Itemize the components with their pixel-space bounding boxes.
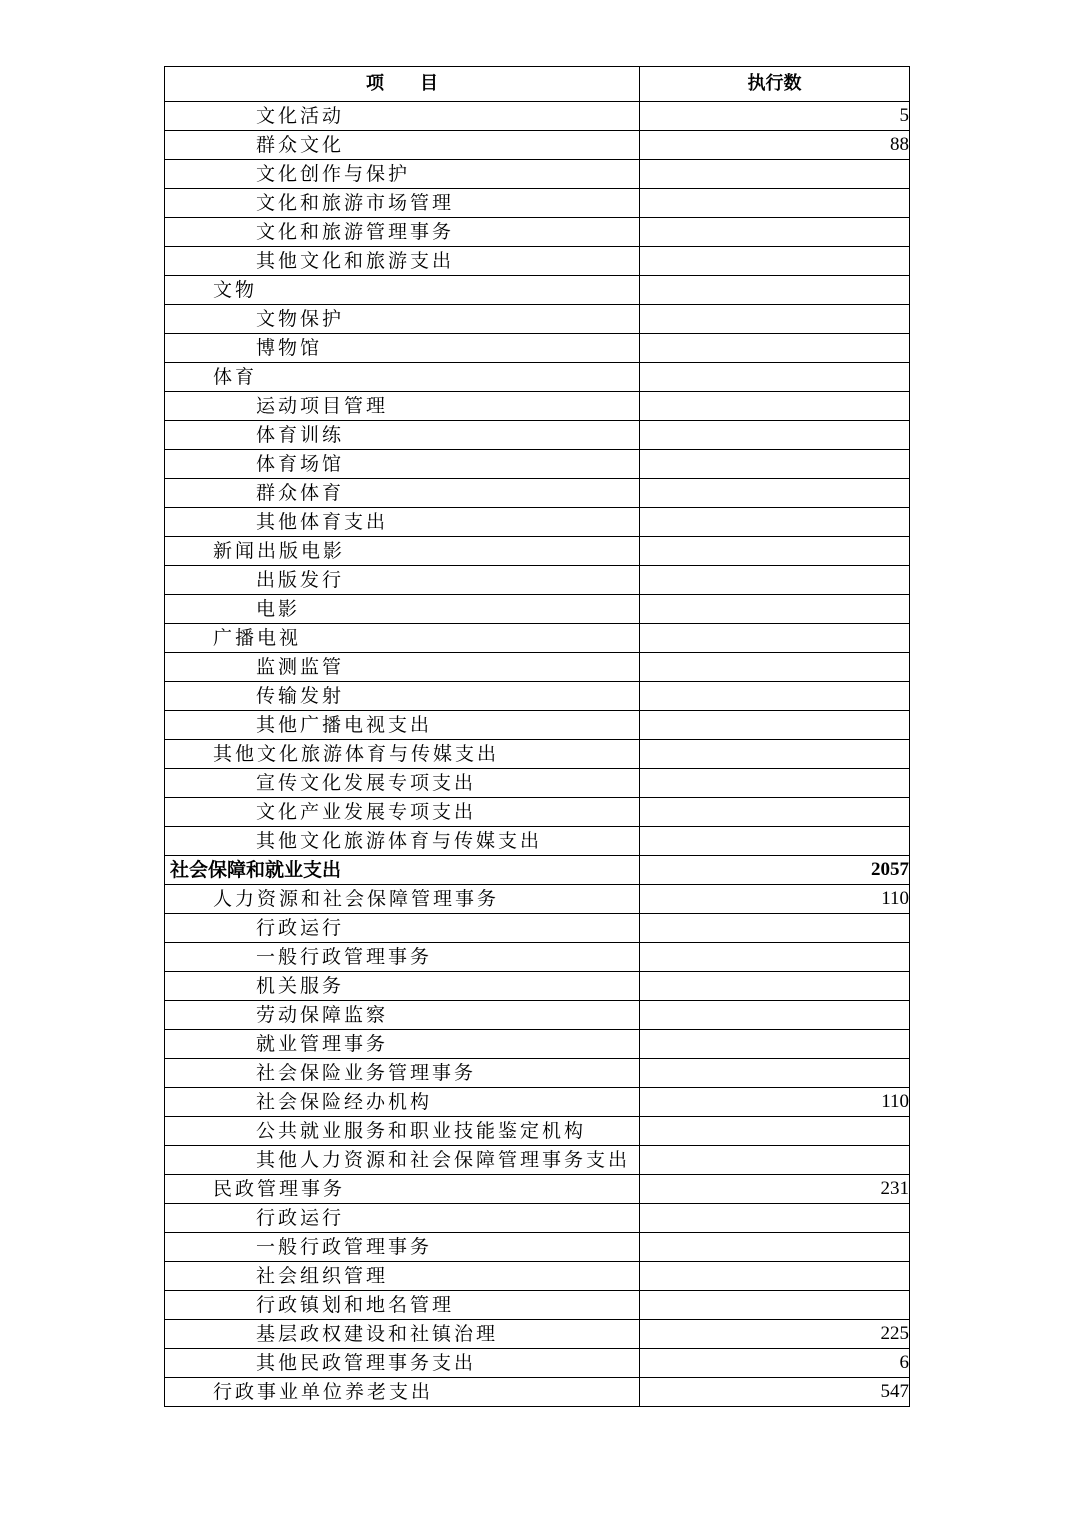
- row-amount: [640, 450, 910, 479]
- row-item-name: 一般行政管理事务: [165, 1233, 640, 1262]
- table-row: [165, 827, 910, 856]
- row-amount: [640, 972, 910, 1001]
- row-item-name: 社会保险业务管理事务: [165, 1059, 640, 1088]
- row-amount: [640, 1146, 910, 1175]
- row-amount: [640, 305, 910, 334]
- row-amount: [640, 1204, 910, 1233]
- row-item-name: 社会保险经办机构: [165, 1088, 640, 1117]
- row-amount: [640, 914, 910, 943]
- row-item-name: 行政事业单位养老支出: [165, 1378, 640, 1407]
- row-item-name: 一般行政管理事务: [165, 943, 640, 972]
- row-item-name: 人力资源和社会保障管理事务: [165, 885, 640, 914]
- row-item-name: 博物馆: [165, 334, 640, 363]
- row-item-name: 监测监管: [165, 653, 640, 682]
- row-amount: [640, 653, 910, 682]
- table-row: [165, 479, 910, 508]
- row-item-name: 基层政权建设和社镇治理: [165, 1320, 640, 1349]
- row-amount: [640, 1030, 910, 1059]
- row-item-name: 就业管理事务: [165, 1030, 640, 1059]
- row-amount: [640, 740, 910, 769]
- row-item-name: 体育训练: [165, 421, 640, 450]
- row-amount: 2057: [640, 856, 910, 885]
- row-item-name: 社会组织管理: [165, 1262, 640, 1291]
- table-row: [165, 972, 910, 1001]
- row-amount: [640, 798, 910, 827]
- row-amount: [640, 160, 910, 189]
- row-item-name: 其他民政管理事务支出: [165, 1349, 640, 1378]
- row-amount: [640, 363, 910, 392]
- budget-execution-table: [164, 66, 910, 1407]
- table-body: [165, 102, 910, 1407]
- row-amount: [640, 711, 910, 740]
- row-amount: [640, 421, 910, 450]
- table-row: [165, 1001, 910, 1030]
- row-amount: 5: [640, 102, 910, 131]
- table-row: [165, 1378, 910, 1407]
- table-row: [165, 1291, 910, 1320]
- row-item-name: 行政运行: [165, 1204, 640, 1233]
- table-header-row: [165, 67, 910, 102]
- row-amount: [640, 189, 910, 218]
- table-row: [165, 1262, 910, 1291]
- row-amount: [640, 479, 910, 508]
- row-amount: 231: [640, 1175, 910, 1204]
- table-row: [165, 218, 910, 247]
- row-item-name: 文化产业发展专项支出: [165, 798, 640, 827]
- row-item-name: 电影: [165, 595, 640, 624]
- table-row: [165, 624, 910, 653]
- table-row: [165, 885, 910, 914]
- table-row: [165, 914, 910, 943]
- table-row: [165, 711, 910, 740]
- table-row: [165, 131, 910, 160]
- row-amount: 110: [640, 1088, 910, 1117]
- table-row: [165, 653, 910, 682]
- row-amount: [640, 334, 910, 363]
- row-item-name: 文物: [165, 276, 640, 305]
- table-row: [165, 276, 910, 305]
- row-item-name: 文物保护: [165, 305, 640, 334]
- row-amount: [640, 566, 910, 595]
- row-item-name: 其他文化和旅游支出: [165, 247, 640, 276]
- row-item-name: 体育: [165, 363, 640, 392]
- row-amount: [640, 1233, 910, 1262]
- table-row: [165, 1175, 910, 1204]
- row-amount: [640, 624, 910, 653]
- table-row: [165, 595, 910, 624]
- row-item-name: 文化活动: [165, 102, 640, 131]
- row-item-name: 其他人力资源和社会保障管理事务支出: [165, 1146, 640, 1175]
- row-amount: [640, 1001, 910, 1030]
- table-row: [165, 392, 910, 421]
- row-amount: [640, 508, 910, 537]
- table-row: [165, 247, 910, 276]
- table-row: [165, 102, 910, 131]
- row-item-name: 社会保障和就业支出: [165, 856, 640, 885]
- row-item-name: 其他广播电视支出: [165, 711, 640, 740]
- row-item-name: 其他文化旅游体育与传媒支出: [165, 740, 640, 769]
- table-row: [165, 450, 910, 479]
- row-item-name: 民政管理事务: [165, 1175, 640, 1204]
- table-row: [165, 1030, 910, 1059]
- table-row: [165, 943, 910, 972]
- table-row: [165, 1059, 910, 1088]
- table-row: [165, 305, 910, 334]
- row-item-name: 体育场馆: [165, 450, 640, 479]
- table-row: [165, 189, 910, 218]
- row-item-name: 新闻出版电影: [165, 537, 640, 566]
- row-amount: [640, 392, 910, 421]
- row-amount: 6: [640, 1349, 910, 1378]
- row-amount: [640, 827, 910, 856]
- row-amount: [640, 595, 910, 624]
- row-item-name: 运动项目管理: [165, 392, 640, 421]
- table-row: [165, 566, 910, 595]
- table-row: [165, 856, 910, 885]
- column-header-item: 项 目: [165, 67, 640, 102]
- table-row: [165, 1117, 910, 1146]
- table-row: [165, 769, 910, 798]
- table-row: [165, 1204, 910, 1233]
- row-item-name: 文化创作与保护: [165, 160, 640, 189]
- row-amount: [640, 1262, 910, 1291]
- table-row: [165, 421, 910, 450]
- row-item-name: 传输发射: [165, 682, 640, 711]
- row-amount: [640, 769, 910, 798]
- table-row: [165, 1320, 910, 1349]
- table-row: [165, 1233, 910, 1262]
- row-item-name: 宣传文化发展专项支出: [165, 769, 640, 798]
- row-amount: [640, 247, 910, 276]
- table-row: [165, 740, 910, 769]
- table-row: [165, 1088, 910, 1117]
- row-item-name: 群众体育: [165, 479, 640, 508]
- table-row: [165, 160, 910, 189]
- table-row: [165, 798, 910, 827]
- row-item-name: 劳动保障监察: [165, 1001, 640, 1030]
- row-amount: [640, 682, 910, 711]
- table-row: [165, 363, 910, 392]
- row-item-name: 文化和旅游市场管理: [165, 189, 640, 218]
- row-item-name: 其他体育支出: [165, 508, 640, 537]
- table-row: [165, 682, 910, 711]
- row-amount: [640, 1291, 910, 1320]
- table-row: [165, 334, 910, 363]
- row-item-name: 机关服务: [165, 972, 640, 1001]
- row-amount: [640, 218, 910, 247]
- table-row: [165, 1349, 910, 1378]
- row-amount: [640, 943, 910, 972]
- row-item-name: 其他文化旅游体育与传媒支出: [165, 827, 640, 856]
- row-item-name: 行政运行: [165, 914, 640, 943]
- row-item-name: 行政镇划和地名管理: [165, 1291, 640, 1320]
- row-amount: 88: [640, 131, 910, 160]
- row-amount: [640, 276, 910, 305]
- row-amount: 547: [640, 1378, 910, 1407]
- table-row: [165, 508, 910, 537]
- row-item-name: 广播电视: [165, 624, 640, 653]
- row-item-name: 群众文化: [165, 131, 640, 160]
- row-amount: [640, 1059, 910, 1088]
- row-item-name: 文化和旅游管理事务: [165, 218, 640, 247]
- row-item-name: 公共就业服务和职业技能鉴定机构: [165, 1117, 640, 1146]
- row-amount: [640, 537, 910, 566]
- table-row: [165, 1146, 910, 1175]
- column-header-amount: 执行数: [640, 67, 910, 102]
- row-amount: [640, 1117, 910, 1146]
- row-item-name: 出版发行: [165, 566, 640, 595]
- row-amount: 110: [640, 885, 910, 914]
- table-row: [165, 537, 910, 566]
- row-amount: 225: [640, 1320, 910, 1349]
